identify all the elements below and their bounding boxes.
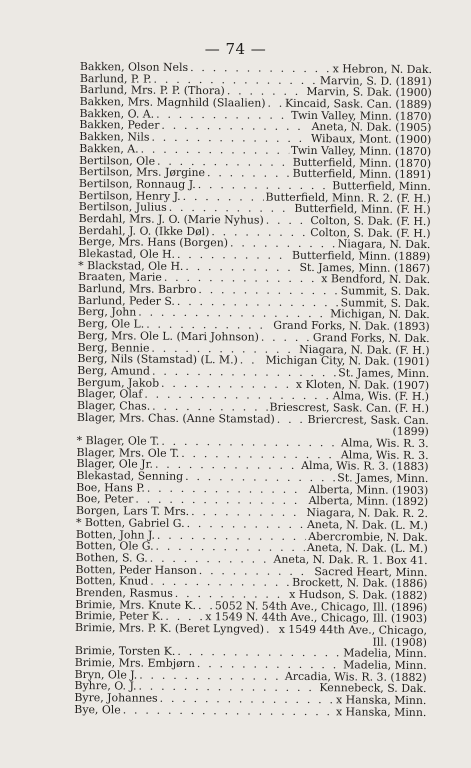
entry-address: Michigan City, N. Dak. (1901) <box>265 353 430 369</box>
entry-address-continuation: (1899) <box>392 425 429 439</box>
entry-name: Bertilson, Ronnaug J. <box>78 176 196 191</box>
entry-name: * Botten, Gabriel G. <box>75 515 185 530</box>
entry-name: Byre, Johannes <box>74 691 158 705</box>
leader-dots <box>266 215 309 227</box>
entry-address: Aneta, N. Dak. R. 1. Box 41. <box>273 552 428 567</box>
entry-address: Aneta, N. Dak. (L. M.) <box>306 541 428 556</box>
entry-name: Botten, John J. <box>75 527 156 542</box>
entry-address: Butterfield, Minn. (F. H.) <box>294 202 431 217</box>
entry-address: x 1549 N. 44th Ave., Chicago, Ill. (1903) <box>205 610 428 626</box>
entry-name: Berdahl, Mrs. J. O. (Marie Nyhus) <box>78 211 264 227</box>
entry-name: Blekastad, Ole H. <box>78 246 176 261</box>
entry-address: x Hudson, S. Dak. (1882) <box>289 587 428 602</box>
entry-address: Briescrest, Sask. Can. (F. H.) <box>269 400 430 415</box>
directory-entry <box>74 704 426 719</box>
entry-address: Wibaux, Mont. (1900) <box>311 132 432 147</box>
entry-address: Marvin, S. Dak. (1900) <box>306 85 432 100</box>
entry-name: Bertilson, Julius <box>78 200 167 215</box>
entry-address: Arcadia, Wis. R. 3. (1882) <box>284 669 427 684</box>
leader-dots <box>261 331 311 343</box>
entry-address: Madelia, Minn. <box>343 646 427 661</box>
entry-name: Bakken, A. <box>79 141 139 156</box>
entry-address: Madelia, Minn. <box>343 658 427 673</box>
directory-listing <box>74 61 432 719</box>
entry-name: Blager, Mrs. Chas. (Anne Stamstad) <box>76 410 275 426</box>
entry-name: Berdahl, J. O. (Ikke Døl) <box>78 223 210 238</box>
entry-address: Michigan, N. Dak. <box>330 307 430 322</box>
entry-address: Summit, S. Dak. <box>340 296 430 310</box>
entry-address: Butterfield, Minn. <box>332 179 431 193</box>
entry-address: Niagara, N. Dak. R. 2. <box>306 506 429 521</box>
entry-address: Colton, S. Dak. (F. H.) <box>310 213 431 229</box>
entry-address: Alberta, Minn. (1892) <box>308 494 429 509</box>
page-number: — 74 — <box>204 40 267 58</box>
entry-name: Braaten, Marie <box>78 270 162 285</box>
entry-address: Butterfield, Minn. (1891) <box>292 167 432 182</box>
entry-address: St. James, Minn. <box>337 471 429 486</box>
entry-name: Blager, Mrs. Ole T. <box>76 445 180 460</box>
entry-address: Alberta, Minn. (1903) <box>308 482 429 497</box>
leader-dots <box>177 249 290 262</box>
entry-name: Bryn, Ole J. <box>74 667 138 682</box>
entry-address: Twin Valley, Minn. (1870) <box>290 143 432 158</box>
entry-address: Briercrest, Sask. Can. <box>307 412 429 427</box>
entry-name: Botten, Knud <box>75 574 149 588</box>
entry-name: Bertilson, Ole <box>79 153 156 168</box>
entry-address: Colton, S. Dak. (F. H.) <box>310 225 431 240</box>
entry-address: Alma, Wis. (F. H.) <box>332 389 430 404</box>
entry-name: Botten, Peder Hanson <box>75 562 197 577</box>
entry-name: Bakken, Peder <box>79 118 160 133</box>
entry-name: Berg, Mrs. Ole L. (Mari Johnson) <box>77 328 259 344</box>
entry-name: Bakken, O. A. <box>79 106 155 121</box>
entry-address: Aneta, N. Dak. (1905) <box>311 120 432 135</box>
leader-dots <box>266 624 277 636</box>
entry-address: x Kloten, N. Dak. (1907) <box>295 377 430 392</box>
leader-dots <box>207 167 291 179</box>
entry-address: Butterfield, Minn. R. 2. (F. H.) <box>265 190 431 205</box>
entry-name: Barlund, P. P. <box>79 71 152 86</box>
entry-address: Grand Forks, N. Dak. <box>312 330 430 345</box>
leader-dots <box>123 704 334 718</box>
entry-address: Abercrombie, N. Dak. <box>308 529 428 544</box>
entry-address: Alma, Wis. R. 3. (1883) <box>301 459 429 474</box>
entry-name: Bergum, Jakob <box>77 375 160 390</box>
entry-name: Blekastad, Senning <box>76 469 184 483</box>
leader-dots <box>187 518 306 531</box>
entry-address: x Hebron, N. Dak. <box>332 62 432 77</box>
entry-name: Boe, Hans P. <box>76 480 145 495</box>
entry-name: Bothen, S. G. <box>75 550 148 565</box>
entry-address: 5052 N. 54th Ave., Chicago, Ill. (1896) <box>214 598 428 614</box>
leader-dots <box>267 98 283 110</box>
entry-address: Sacred Heart, Minn. <box>314 564 428 579</box>
entry-address: Grand Forks, N. Dak. (1893) <box>273 318 430 334</box>
entry-name: Bye, Ole <box>74 702 121 717</box>
entry-address: Alma, Wis. R. 3. <box>341 436 429 451</box>
entry-address: Niagara, N. Dak. <box>337 237 431 252</box>
entry-name: Berg, John <box>77 305 137 319</box>
entry-name: Borgen, Lars T. Mrs. <box>76 504 190 519</box>
entry-address: St. James, Minn. (1867) <box>299 260 431 275</box>
entry-address: x Hanska, Minn. <box>335 705 427 719</box>
entry-address: Niagara, N. Dak. (F. H.) <box>299 342 430 357</box>
entry-address: Alma, Wis. R. 3. <box>340 447 429 462</box>
entry-address: Brockett, N. Dak. (1886) <box>292 576 428 591</box>
entry-address: Marvin, S. D. (1891) <box>319 73 432 88</box>
entry-name: Barlund, Mrs. Barbro <box>77 282 197 297</box>
entry-name: * Blager, Ole T. <box>76 433 160 448</box>
entry-name: Berg, Nils (Stamstad) (L. M.) <box>77 352 238 367</box>
leader-dots <box>183 190 264 202</box>
entry-address-continuation: Ill. (1908) <box>372 635 427 649</box>
entry-name: Blager, Chas. <box>76 398 151 413</box>
entry-address: Butterfield, Minn. (1870) <box>292 155 432 170</box>
entry-address: Kincaid, Sask. Can. (1889) <box>284 96 432 112</box>
entry-name: Boe, Peter <box>76 492 134 506</box>
entry-name: Brenden, Rasmus <box>75 585 173 600</box>
entry-name: Berge, Mrs. Hans (Borgen) <box>78 235 229 250</box>
entry-name: Barlund, Mrs. P. P. (Thora) <box>79 83 225 98</box>
entry-address: x Bendford, N. Dak. <box>321 272 431 287</box>
entry-address: Aneta, N. Dak. (L. M.) <box>307 517 429 532</box>
entry-name: Blager, Ole Jr. <box>76 457 154 472</box>
entry-name: Bakken, Olson Nels <box>79 60 189 74</box>
entry-name: Berg, Ole L. <box>77 317 145 331</box>
entry-name: Bakken, Nils <box>79 130 150 144</box>
leader-dots <box>277 413 306 425</box>
entry-name: Byhre, O. J. <box>74 679 137 693</box>
entry-address: Kennebeck, S. Dak. <box>319 681 427 696</box>
entry-name: Brimie, Torsten K. <box>74 644 176 659</box>
entry-name: Berg, Bennie <box>77 340 150 355</box>
entry-name: Bertilson, Mrs. Jørgine <box>78 165 206 180</box>
leader-dots <box>185 261 297 274</box>
entry-address: Summit, S. Dak. <box>340 284 431 299</box>
entry-name: Brimie, Mrs. Knute K. <box>75 597 197 612</box>
entry-name: * Blackstad, Ole H. <box>78 258 184 273</box>
entry-name: Botten, Ole G. <box>75 539 154 553</box>
entry-name: Berg, Amund <box>77 363 151 378</box>
entry-address: St. James, Minn. <box>338 366 430 380</box>
entry-name: Blager, Olaf <box>77 387 143 401</box>
entry-address: x 1549 44th Ave., Chicago, <box>278 622 428 638</box>
entry-name: Bertilson, Henry J. <box>78 188 181 203</box>
entry-address: x Hanska, Minn. <box>336 693 427 708</box>
leader-dots <box>191 506 304 519</box>
entry-name: Brimie, Peter K. <box>75 609 164 624</box>
entry-name: Barlund, Peder S. <box>77 293 175 308</box>
entry-name: Brimie, Mrs. P. K. (Beret Lyngved) <box>74 620 265 636</box>
leader-dots <box>240 355 264 367</box>
entry-address: Butterfield, Minn. (1889) <box>291 248 431 264</box>
entry-name: Brimie, Mrs. Embjørn <box>74 656 195 671</box>
entry-address: Twin Valley, Minn. (1870) <box>291 108 432 123</box>
entry-name: Bakken, Mrs. Magnhild (Slaalien) <box>79 95 266 110</box>
